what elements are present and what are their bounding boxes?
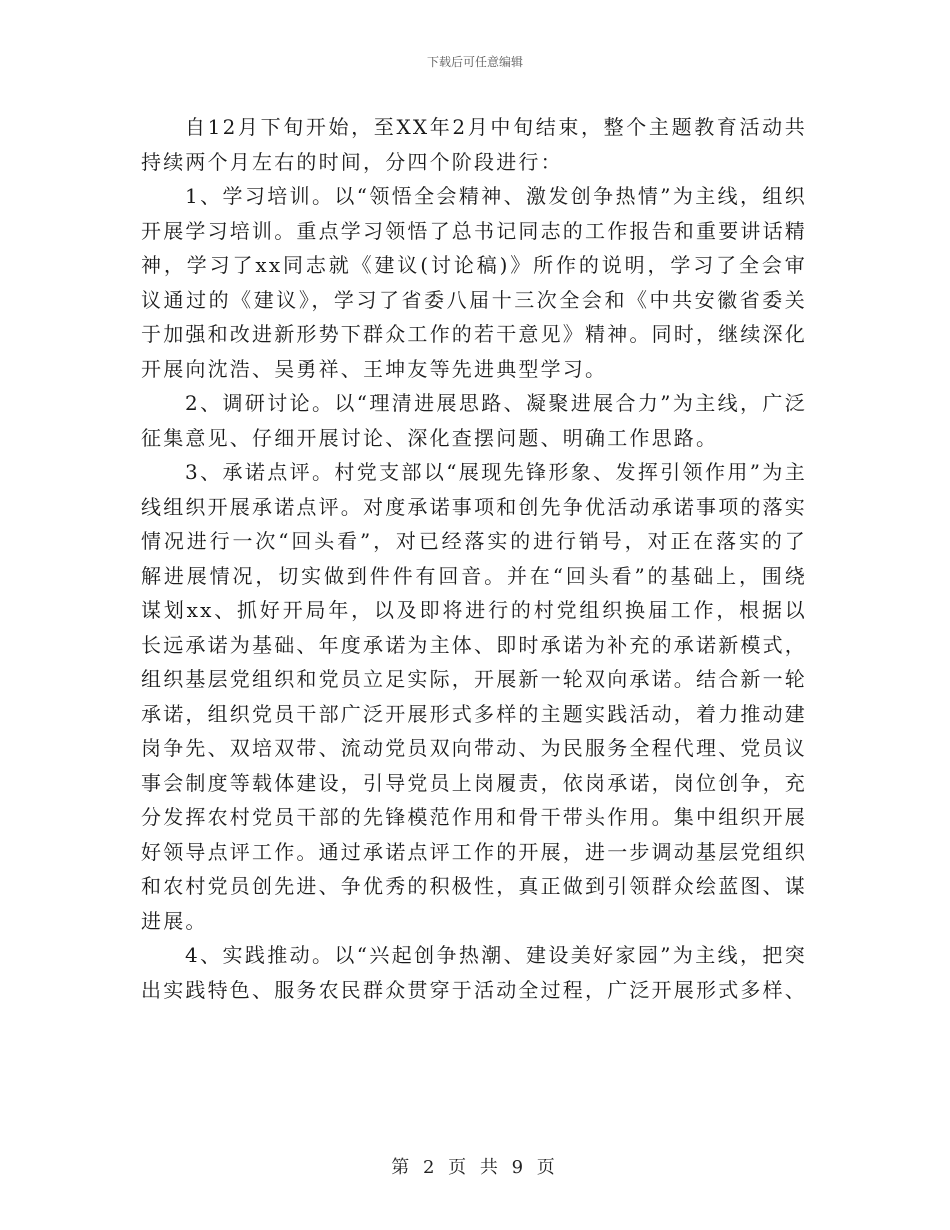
- paragraph-commitment-review: 3、承诺点评。村党支部以“展现先锋形象、发挥引领作用”为主线组织开展承诺点评。对度承诺事项和创先争优活动承诺事项的落实情况进行一次“回头看”，对已经落实的进行销号，对正在落实的了解进展情况，切实做到件件有回音。并在“回头看”的基础上，围绕谋划xx、抓好开局年，以及即将进行的村党组织换届工作，根据以长远承诺为基础、年度承诺为主体、即时承诺为补充的承诺新模式，组织基层党组织和党员立足实际，开展新一轮双向承诺。结合新一轮承诺，组织党员干部广泛开展形式多样的主题实践活动，着力推动建岗争先、双培双带、流动党员双向带动、为民服务全程代理、党员议事会制度等载体建设，引导党员上岗履责，依岗承诺，岗位创争，充分发挥农村党员干部的先锋模范作用和骨干带头作用。集中组织开展好领导点评工作。通过承诺点评工作的开展，进一步调动基层党组织和农村党员创先进、争优秀的积极性，真正做到引领群众绘蓝图、谋进展。: [141, 460, 807, 933]
- paragraph-study-training: 1、学习培训。以“领悟全会精神、激发创争热情”为主线，组织开展学习培训。重点学习领悟了总书记同志的工作报告和重要讲话精神，学习了xx同志就《建议(讨论稿)》所作的说明，学习了全会审议通过的《建议》，学习了省委八届十三次全会和《中共安徽省委关于加强和改进新形势下群众工作的若干意见》精神。同时，继续深化开展向沈浩、吴勇祥、王坤友等先进典型学习。: [141, 184, 807, 381]
- paragraph-intro: 自12月下旬开始，至XX年2月中旬结束，整个主题教育活动共持续两个月左右的时间，分四个阶段进行：: [141, 115, 807, 174]
- paragraph-practice-promotion: 4、实践推动。以“兴起创争热潮、建设美好家园”为主线，把突出实践特色、服务农民群众贯穿于活动全过程，广泛开展形式多样、: [141, 943, 807, 1002]
- paragraph-research-discussion: 2、调研讨论。以“理清进展思路、凝聚进展合力”为主线，广泛征集意见、仔细开展讨论、深化查摆问题、明确工作思路。: [141, 391, 807, 450]
- page-number-footer: 第 2 页 共 9 页: [391, 1157, 559, 1178]
- header-note: 下载后可任意编辑: [426, 55, 523, 69]
- document-body: [141, 110, 807, 1007]
